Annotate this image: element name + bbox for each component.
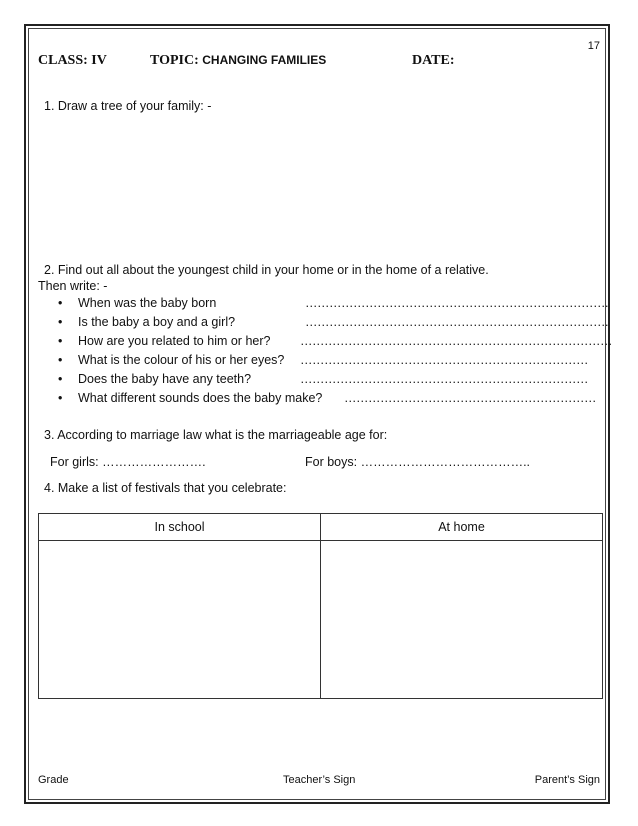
answer-blank[interactable]: …………………………………………………………………… [300, 334, 612, 348]
page-number: 17 [587, 40, 600, 52]
list-item-question: What is the colour of his or her eyes? [78, 353, 285, 367]
boys-age-field[interactable]: For boys: ………………………………….. [305, 455, 531, 469]
bullet-icon: • [58, 353, 63, 367]
question-2-then-write: Then write: - [38, 279, 108, 293]
answer-blank[interactable]: ……………………………………………………… [344, 391, 596, 405]
class-label: CLASS: IV [38, 53, 107, 68]
answer-blank[interactable]: ……………………………………………………………… [300, 353, 588, 367]
in-school-cell[interactable] [39, 541, 321, 699]
bullet-icon: • [58, 372, 63, 386]
answer-blank[interactable]: ……………………………………………………………… [300, 372, 588, 386]
topic-heading [150, 53, 326, 69]
footer-parent-sign: Parent’s Sign [534, 774, 600, 786]
bullet-icon: • [58, 391, 63, 405]
date-label: DATE: [412, 53, 455, 68]
bullet-icon: • [58, 334, 63, 348]
at-home-cell[interactable] [321, 541, 603, 699]
column-header-in-school: In school [39, 514, 321, 541]
bullet-icon: • [58, 315, 63, 329]
list-item-question: What different sounds does the baby make? [78, 391, 323, 405]
question-4: 4. Make a list of festivals that you celebrate: [44, 481, 287, 495]
topic-value: CHANGING FAMILIES [202, 53, 327, 67]
girls-age-field[interactable]: For girls: ……………………. [50, 455, 206, 469]
footer-teacher-sign: Teacher’s Sign [283, 774, 356, 786]
festival-table [38, 513, 603, 699]
table-header-row [39, 514, 603, 541]
answer-blank[interactable]: …………………………………………………………………. [305, 296, 608, 310]
question-2: 2. Find out all about the youngest child in your home or in the home of a relative. [44, 263, 489, 277]
list-item-question: Is the baby a boy and a girl? [78, 315, 236, 329]
column-header-at-home: At home [321, 514, 603, 541]
answer-blank[interactable]: …………………………………………………………………. [305, 315, 608, 329]
table-row [39, 541, 603, 699]
list-item-question: When was the baby born [78, 296, 217, 310]
bullet-icon: • [58, 296, 63, 310]
list-item-question: How are you related to him or her? [78, 334, 271, 348]
footer-grade: Grade [38, 774, 69, 786]
list-item-question: Does the baby have any teeth? [78, 372, 252, 386]
topic-label: TOPIC: [150, 53, 199, 68]
question-1: 1. Draw a tree of your family: - [44, 99, 212, 113]
question-3: 3. According to marriage law what is the marriageable age for: [44, 428, 388, 442]
